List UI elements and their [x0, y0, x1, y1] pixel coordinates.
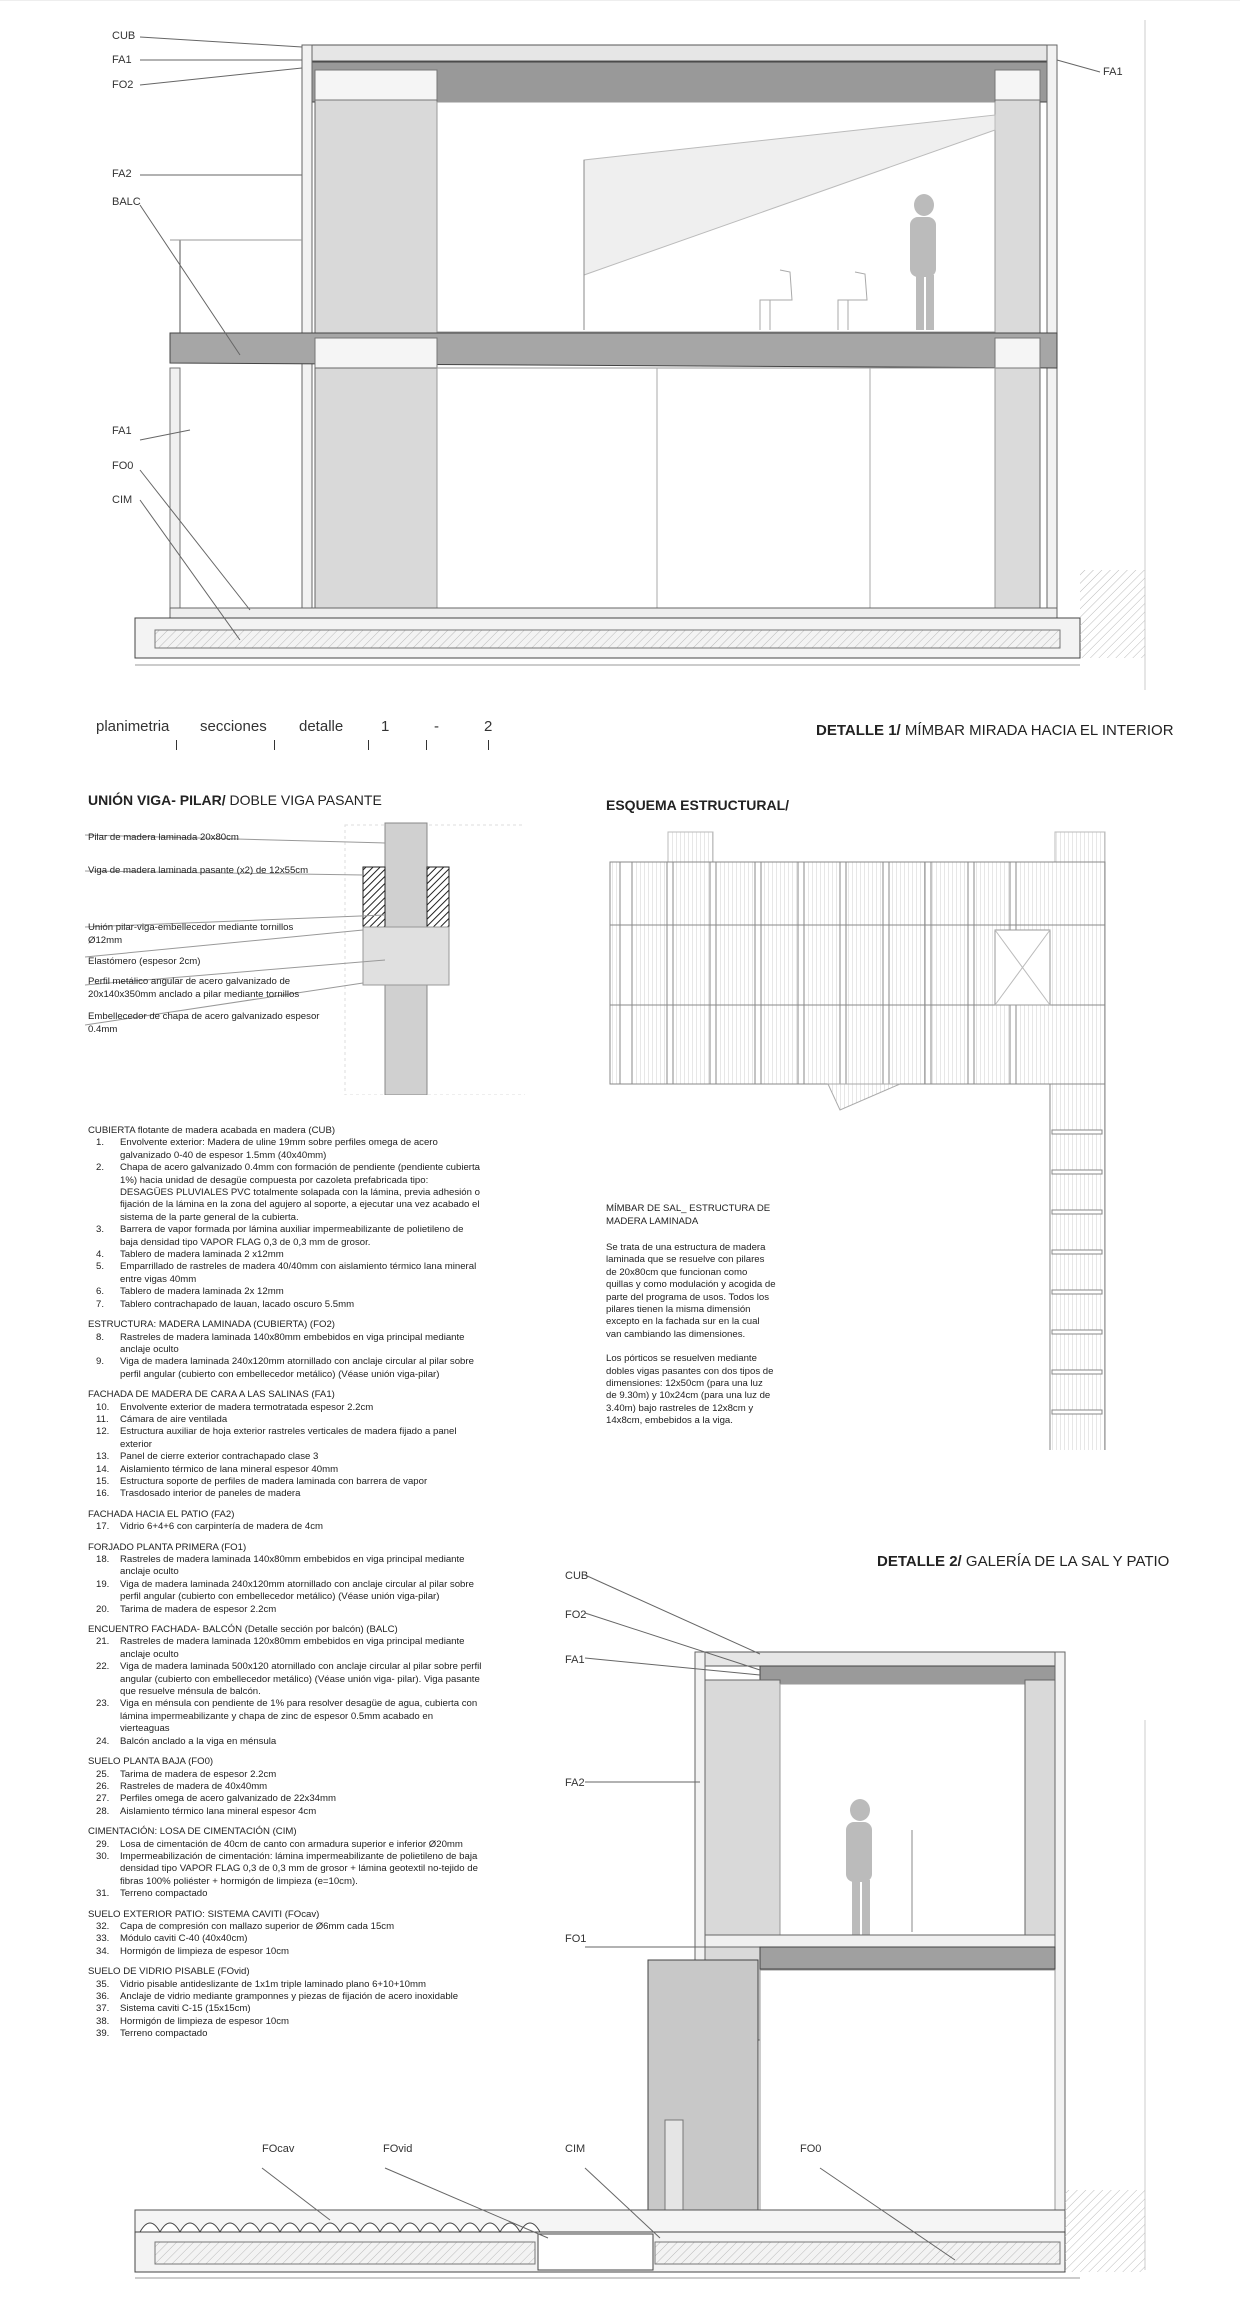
detail-2-title: DETALLE 2/ GALERÍA DE LA SAL Y PATIO	[877, 1553, 1170, 1570]
notes-item-text: Cámara de aire ventilada	[120, 1413, 228, 1425]
detail-1-title: DETALLE 1/ MÍMBAR MIRADA HACIA EL INTERIOR	[816, 722, 1174, 739]
notes-item-text: Viga en ménsula con pendiente de 1% para resolver desagüe de agua, cubierta con lámina impermeabilizante y chapa de zinc de espesor 0.5mm acabado en vierteaguas	[120, 1698, 478, 1735]
notes-section-title: CUBIERTA flotante de madera acabada en madera (CUB)	[88, 1125, 336, 1136]
notes-section	[88, 1125, 484, 1311]
notes-item-text: Vidrio 6+4+6 con carpintería de madera de 4cm	[120, 1521, 324, 1533]
notes-item-number: 23.	[96, 1698, 110, 1710]
notes-item-text: Rastreles de madera laminada 140x80mm embebidos en viga principal mediante anclaje oculto	[120, 1554, 465, 1578]
notes-item-text: Envolvente exterior: Madera de uline 19mm sobre perfiles omega de acero galvanizado 0-40 de espesor 1.5mm (40x40mm)	[120, 1137, 438, 1161]
notes-item	[88, 1249, 484, 1261]
notes-section-title: CIMENTACIÓN: LOSA DE CIMENTACIÓN (CIM)	[88, 1826, 297, 1838]
union-title: UNIÓN VIGA- PILAR/ DOBLE VIGA PASANTE	[88, 792, 382, 808]
label-fo0-2: FO0	[800, 2143, 822, 2155]
notes-item-text: Hormigón de limpieza de espesor 10cm	[120, 1945, 290, 1957]
label-fa1-2: FA1	[565, 1654, 585, 1666]
notes-item-number: 20.	[96, 1603, 110, 1615]
notes-item-text: Impermeabilización de cimentación: lámina impermeabilizante de polietileno de baja densidad tipo VAPOR FLAG 0,3 de 0,3 mm de grosor + lámina geotextil no-tejido de fibras 100% poliéster + hormigón de limpieza (e=10cm).	[120, 1850, 478, 1887]
notes-item-text: Balcón anclado a la viga en ménsula	[120, 1735, 277, 1747]
label-focav: FOcav	[262, 2143, 295, 2155]
notes-item-number: 7.	[96, 1298, 105, 1310]
notes-section	[88, 1509, 484, 1534]
notes-item-number: 16.	[96, 1488, 110, 1500]
label-balc: BALC	[112, 196, 141, 208]
notes-item-number: 2.	[96, 1162, 105, 1174]
union-callout: Elastómero (espesor 2cm)	[88, 956, 201, 967]
notes-item-number: 1.	[96, 1137, 105, 1149]
notes-item-number: 26.	[96, 1780, 110, 1792]
union-callout: 20x140x350mm anclado a pilar mediante tornillos	[88, 989, 300, 1000]
label-fa1-right: FA1	[1103, 66, 1123, 78]
notes-item-text: Tarima de madera de espesor 2.2cm	[120, 1603, 277, 1615]
notes-section-title: SUELO PLANTA BAJA (FO0)	[88, 1756, 214, 1768]
notes-item-text: Perfiles omega de acero galvanizado de 22x34mm	[120, 1793, 336, 1805]
notes-item	[88, 1476, 484, 1488]
notes-item-number: 31.	[96, 1888, 110, 1900]
esquema-paragraph: Se trata de una estructura de madera laminada que se resuelve con pilares de 20x80cm que funcionan como quillas y como modulación y acogida de parte del programa de usos. Todos los pilares tienen la misma dimensión excepto en la fachada sur en la cual van cambiando las dimensiones.	[606, 1242, 776, 1340]
nav-secciones[interactable]: secciones	[200, 718, 267, 735]
nav-planimetria[interactable]: planimetria	[96, 718, 170, 735]
notes-item-number: 38.	[96, 2015, 110, 2027]
notes-item-text: Capa de compresión con mallazo superior de Ø6mm cada 15cm	[120, 1920, 395, 1932]
notes-item-text: Aislamiento térmico de lana mineral espesor 40mm	[120, 1463, 339, 1475]
notes-item-text: Sistema caviti C-15 (15x15cm)	[120, 2003, 251, 2015]
notes-item	[88, 1521, 484, 1533]
notes-item-number: 5.	[96, 1261, 105, 1273]
notes-item-number: 13.	[96, 1451, 110, 1463]
notes-item-text: Emparrillado de rastreles de madera 40/40mm con aislamiento térmico lana mineral entre vigas 40mm	[120, 1261, 477, 1285]
union-callout: Viga de madera laminada pasante (x2) de 12x55cm	[88, 865, 309, 876]
esquema-paragraph: Los pórticos se resuelven mediante dobles vigas pasantes con dos tipos de dimensiones: 12x50cm (para una luz de 9.30m) y 10x24cm (para una luz de 3.40m) bajo rastreles de 12x8cm y 14x8cm, embebidos a la viga.	[606, 1353, 774, 1427]
label-fo1-2: FO1	[565, 1933, 587, 1945]
notes-item-text: Trasdosado interior de paneles de madera	[120, 1488, 301, 1500]
notes-item-number: 33.	[96, 1933, 110, 1945]
nav-divider	[426, 740, 427, 750]
notes-item-text: Viga de madera laminada 240x120mm atornillado con anclaje circular al pilar sobre perfil angular (cubierto con embellecedor metálico) (Véase unión viga-pilar)	[120, 1356, 474, 1380]
notes-item	[88, 1426, 484, 1451]
esquema-heading: MADERA LAMINADA	[606, 1216, 699, 1227]
union-callout: Ø12mm	[88, 935, 123, 946]
notes-item-text: Viga de madera laminada 240x120mm atornillado con anclaje circular al pilar sobre perfil angular (cubierto con embellecedor metálico) (Véase unión viga-pilar)	[120, 1578, 474, 1603]
notes-item-text: Anclaje de vidrio mediante gramponnes y piezas de fijación de acero inoxidable	[120, 1991, 459, 2002]
notes-item-text: Módulo caviti C-40 (40x40cm)	[120, 1933, 248, 1945]
notes-item-text: Viga de madera laminada 500x120 atornillado con anclaje circular al pilar sobre perfil angular (cubierto con embellecedor metálico) (Véase unión viga- pilar). Viga pasante que resuelve ménsula de balcón.	[120, 1661, 482, 1698]
notes-item-number: 18.	[96, 1554, 110, 1565]
notes-item-text: Tablero contrachapado de lauan, lacado oscuro 5.5mm	[120, 1298, 355, 1310]
notes-item	[88, 1224, 484, 1249]
label-fa2: FA2	[112, 168, 132, 180]
notes-item-text: Rastreles de madera de 40x40mm	[120, 1780, 268, 1792]
notes-item	[88, 1162, 484, 1224]
notes-item-number: 25.	[96, 1768, 110, 1780]
label-cub-2: CUB	[565, 1570, 589, 1582]
detail-1-section-drawing	[0, 0, 1240, 700]
notes-item-text: Losa de cimentación de 40cm de canto con armadura superior e inferior Ø20mm	[120, 1838, 463, 1850]
notes-item-text: Barrera de vapor formada por lámina auxiliar impermeabilizante de polietileno de baja densidad tipo VAPOR FLAG 0,3 de 0,3 mm de grosor.	[120, 1224, 464, 1248]
notes-item	[88, 1137, 484, 1162]
union-callout: Unión pilar-viga-embellecedor mediante tornillos	[88, 922, 294, 933]
notes-item-number: 4.	[96, 1249, 105, 1261]
notes-item-number: 34.	[96, 1945, 110, 1957]
notes-item-text: Hormigón de limpieza de espesor 10cm	[120, 2015, 290, 2027]
notes-item-text: Terreno compactado	[120, 2028, 208, 2040]
label-fa1: FA1	[112, 54, 132, 66]
notes-item	[88, 1402, 484, 1414]
notes-item-text: Rastreles de madera laminada 120x80mm embebidos en viga principal mediante anclaje oculto	[120, 1636, 465, 1660]
esquema-title: ESQUEMA ESTRUCTURAL/	[606, 797, 790, 813]
notes-item-number: 30.	[96, 1850, 110, 1862]
label-fo0: FO0	[112, 460, 134, 472]
label-fo2-2: FO2	[565, 1609, 587, 1621]
notes-item-number: 6.	[96, 1286, 105, 1298]
notes-item	[88, 1488, 484, 1500]
notes-item-text: Panel de cierre exterior contrachapado clase 3	[120, 1451, 319, 1463]
notes-item-number: 14.	[96, 1463, 110, 1475]
label-fa1-ground: FA1	[112, 425, 132, 437]
notes-item-number: 15.	[96, 1475, 110, 1487]
notes-item-number: 28.	[96, 1805, 110, 1817]
notes-item-number: 27.	[96, 1793, 110, 1805]
notes-item	[88, 1356, 484, 1381]
nav-divider	[368, 740, 369, 750]
notes-section-title: SUELO DE VIDRIO PISABLE (FOvid)	[88, 1966, 250, 1978]
notes-item-number: 24.	[96, 1735, 110, 1747]
notes-item-number: 11.	[96, 1413, 109, 1425]
notes-item-text: Envolvente exterior de madera termotratada espesor 2.2cm	[120, 1401, 374, 1413]
label-cim: CIM	[112, 494, 133, 506]
notes-item-number: 17.	[96, 1521, 110, 1533]
nav-detail-1[interactable]: 1	[381, 718, 390, 735]
notes-section-title: SUELO EXTERIOR PATIO: SISTEMA CAVITI (FOcav)	[88, 1908, 320, 1920]
notes-item-text: Estructura auxiliar de hoja exterior rastreles verticales de madera fijado a panel exterior	[120, 1426, 457, 1450]
notes-item	[88, 1286, 484, 1298]
notes-item	[88, 1451, 484, 1463]
label-fovid: FOvid	[383, 2143, 413, 2155]
notes-item-number: 32.	[96, 1920, 110, 1932]
notes-item-number: 8.	[96, 1331, 105, 1343]
label-fa2-2: FA2	[565, 1777, 585, 1789]
union-callout: Perfil metálico angular de acero galvanizado de	[88, 976, 291, 987]
nav-divider	[274, 740, 275, 750]
notes-item-number: 19.	[96, 1578, 110, 1590]
notes-item-number: 22.	[96, 1661, 110, 1673]
notes-item-number: 37.	[96, 2003, 110, 2015]
notes-section-title: FACHADA HACIA EL PATIO (FA2)	[88, 1508, 235, 1520]
notes-section-title: FACHADA DE MADERA DE CARA A LAS SALINAS (FA1)	[88, 1389, 335, 1401]
nav-divider	[488, 740, 489, 750]
notes-item-text: Terreno compactado	[120, 1888, 208, 1900]
notes-item-text: Chapa de acero galvanizado 0.4mm con formación de pendiente (pendiente cubierta 1%) hacia unidad de desagüe compuesta por cazoleta prefabricada tipo: DESAGÜES PLUVIALES PVC totalmente solapada con la lámina, previa adhesión o fijación de la lámina en la zona del agujero al soporte, a ejecutar una vez acabado el sistema de la parte general de la cubierta.	[120, 1162, 480, 1223]
notes-item-number: 39.	[96, 2028, 110, 2040]
notes-item-number: 21.	[96, 1636, 110, 1648]
notes-item-text: Tablero de madera laminada 2x 12mm	[120, 1286, 284, 1298]
notes-item	[88, 1414, 484, 1426]
notes-item-number: 12.	[96, 1426, 110, 1438]
nav-separator: -	[434, 718, 439, 735]
notes-item	[88, 1332, 484, 1357]
notes-item-number: 35.	[96, 1978, 110, 1990]
notes-item-number: 36.	[96, 1991, 110, 2002]
notes-item-text: Aislamiento térmico lana mineral espesor 4cm	[120, 1805, 317, 1817]
esquema-heading: MÍMBAR DE SAL_ ESTRUCTURA DE	[606, 1203, 771, 1214]
navigation-bar	[96, 718, 496, 752]
nav-detail-2[interactable]: 2	[484, 718, 493, 735]
notes-item-number: 29.	[96, 1838, 110, 1850]
notes-item	[88, 1261, 484, 1286]
nav-detalle[interactable]: detalle	[299, 718, 344, 735]
label-fo2: FO2	[112, 79, 134, 91]
notes-section	[88, 1319, 484, 1381]
union-detail-drawing	[85, 815, 525, 1095]
notes-item	[88, 1464, 484, 1476]
notes-item-text: Tablero de madera laminada 2 x12mm	[120, 1249, 284, 1261]
union-callout: Pilar de madera laminada 20x80cm	[88, 832, 239, 843]
notes-section	[88, 1389, 484, 1501]
notes-section-title: ENCUENTRO FACHADA- BALCÓN (Detalle sección por balcón) (BALC)	[88, 1624, 398, 1636]
esquema-description	[606, 1242, 776, 1440]
nav-divider	[176, 740, 177, 750]
notes-item-number: 9.	[96, 1356, 105, 1368]
notes-section-title: FORJADO PLANTA PRIMERA (FO1)	[88, 1541, 247, 1553]
notes-item-number: 10.	[96, 1401, 110, 1413]
detail-2-section-drawing	[0, 1570, 1240, 2303]
notes-item-text: Rastreles de madera laminada 140x80mm embebidos en viga principal mediante anclaje oculto	[120, 1331, 465, 1355]
union-callout: 0.4mm	[88, 1024, 118, 1035]
label-cub: CUB	[112, 30, 136, 42]
label-cim-2: CIM	[565, 2143, 586, 2155]
union-callout: Embellecedor de chapa de acero galvanizado espesor	[88, 1011, 320, 1022]
notes-item-text: Tarima de madera de espesor 2.2cm	[120, 1768, 277, 1780]
notes-item-text: Estructura soporte de perfiles de madera laminada con barrera de vapor	[120, 1475, 428, 1487]
notes-item-number: 3.	[96, 1224, 105, 1236]
notes-item	[88, 1299, 484, 1311]
notes-section-title: ESTRUCTURA: MADERA LAMINADA (CUBIERTA) (FO2)	[88, 1319, 335, 1331]
notes-item-text: Vidrio pisable antideslizante de 1x1m triple laminado plano 6+10+10mm	[120, 1978, 426, 1990]
